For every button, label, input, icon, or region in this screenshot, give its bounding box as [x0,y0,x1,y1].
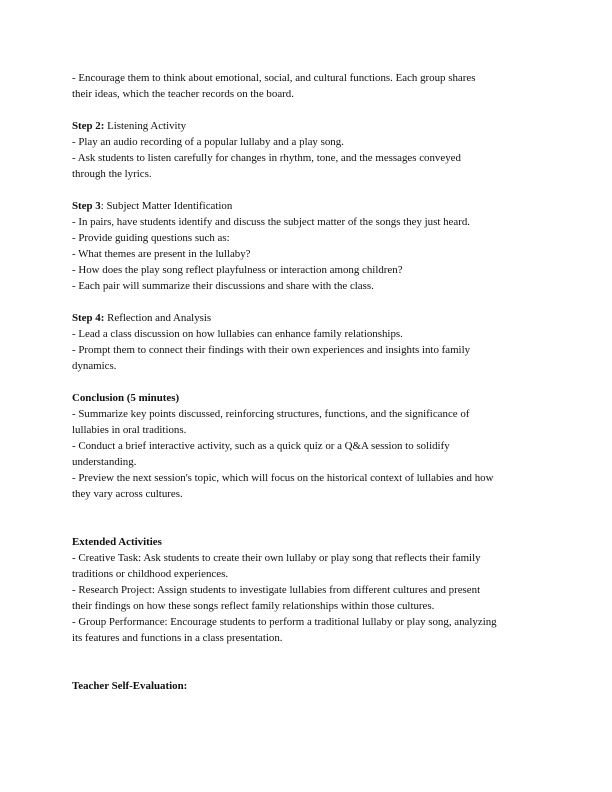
step3-line: - How does the play song reflect playfulness or interaction among children? [72,264,403,276]
intro-line: their ideas, which the teacher records on the board. [72,88,294,100]
step2-line: - Ask students to listen carefully for changes in rhythm, tone, and the messages conveyed [72,152,461,164]
step2-heading [72,118,544,134]
step2-section [72,118,544,182]
extended-line: traditions or childhood experiences. [72,568,229,580]
step4-line: dynamics. [72,360,117,372]
step4-label: Step 4: [72,312,105,324]
document-page [72,70,544,694]
step3-label: Step 3 [72,200,101,212]
step3-section [72,198,544,294]
step3-line: - Provide guiding questions such as: [72,232,230,244]
step4-title: Reflection and Analysis [104,312,212,324]
step3-heading [72,198,544,214]
extended-line: their findings on how these songs reflect family relationships within those cultures. [72,600,435,612]
step3-line: - In pairs, have students identify and discuss the subject matter of the songs they just heard. [72,216,471,228]
teacher-evaluation-section [72,678,544,694]
step3-line: - What themes are present in the lullaby? [72,248,251,260]
step3-title: : Subject Matter Identification [100,200,233,212]
intro-line: - Encourage them to think about emotional, social, and cultural functions. Each group shares [72,72,476,84]
step2-line: through the lyrics. [72,168,152,180]
extended-line: - Research Project: Assign students to investigate lullabies from different cultures and present [72,584,481,596]
evaluation-heading [72,678,544,694]
step4-heading [72,310,544,326]
extended-label: Extended Activities [72,536,162,548]
conclusion-line: - Conduct a brief interactive activity, such as a quick quiz or a Q&A session to solidify [72,440,450,452]
conclusion-section [72,390,544,502]
extended-activities-section [72,534,544,646]
conclusion-heading [72,390,544,406]
step2-title: Listening Activity [104,120,187,132]
conclusion-line: they vary across cultures. [72,488,183,500]
step4-line: - Lead a class discussion on how lullabies can enhance family relationships. [72,328,403,340]
intro-section [72,70,544,102]
conclusion-line: understanding. [72,456,137,468]
evaluation-label: Teacher Self-Evaluation: [72,680,188,692]
extended-heading [72,534,544,550]
step2-label: Step 2: [72,120,105,132]
conclusion-line: - Preview the next session's topic, which will focus on the historical context of lullabies and how [72,472,494,484]
step4-section [72,310,544,374]
conclusion-line: lullabies in oral traditions. [72,424,187,436]
conclusion-line: - Summarize key points discussed, reinforcing structures, functions, and the significance of [72,408,470,420]
step4-line: - Prompt them to connect their findings with their own experiences and insights into family [72,344,471,356]
extended-line: - Group Performance: Encourage students to perform a traditional lullaby or play song, analyzing [72,616,497,628]
extended-line: its features and functions in a class presentation. [72,632,283,644]
extended-line: - Creative Task: Ask students to create their own lullaby or play song that reflects their family [72,552,481,564]
step2-line: - Play an audio recording of a popular lullaby and a play song. [72,136,344,148]
conclusion-label: Conclusion (5 minutes) [72,392,180,404]
step3-line: - Each pair will summarize their discussions and share with the class. [72,280,374,292]
